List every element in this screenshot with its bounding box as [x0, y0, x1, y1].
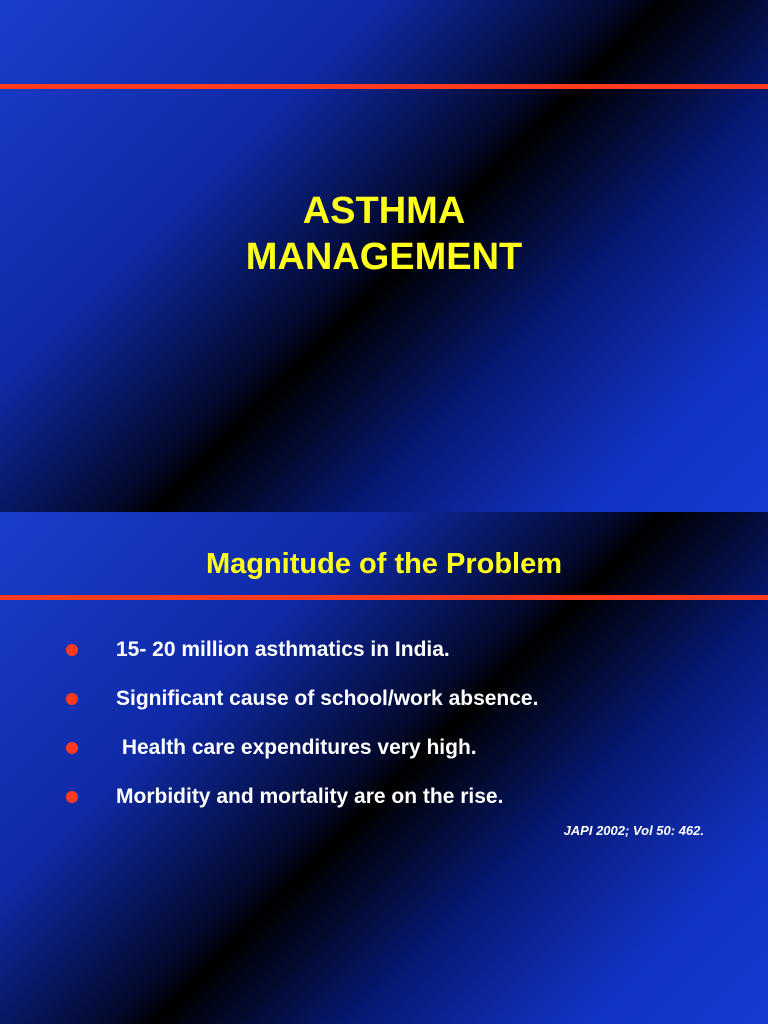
list-item [0, 636, 768, 685]
bullet-dot-icon [66, 693, 78, 705]
bullet-dot-icon [66, 644, 78, 656]
list-item [0, 685, 768, 734]
bullet-dot-icon [66, 742, 78, 754]
heading-red-rule [0, 595, 768, 600]
slide-heading: Magnitude of the Problem [205, 548, 563, 580]
bullet-text: 15- 20 million asthmatics in India. [116, 638, 450, 661]
bullet-text: Morbidity and mortality are on the rise. [116, 785, 504, 808]
bullet-dot-icon [66, 791, 78, 803]
citation: JAPI 2002; Vol 50: 462. [563, 823, 704, 838]
bullet-text: Health care expenditures very high. [116, 736, 477, 759]
content-slide [0, 512, 768, 1024]
bullet-text: Significant cause of school/work absence. [116, 687, 539, 710]
title-line-2: MANAGEMENT [245, 236, 523, 278]
top-red-rule [0, 84, 768, 89]
list-item [0, 734, 768, 783]
slide-title [0, 188, 768, 280]
title-line-1: ASTHMA [302, 190, 466, 232]
bullet-list [0, 636, 768, 832]
